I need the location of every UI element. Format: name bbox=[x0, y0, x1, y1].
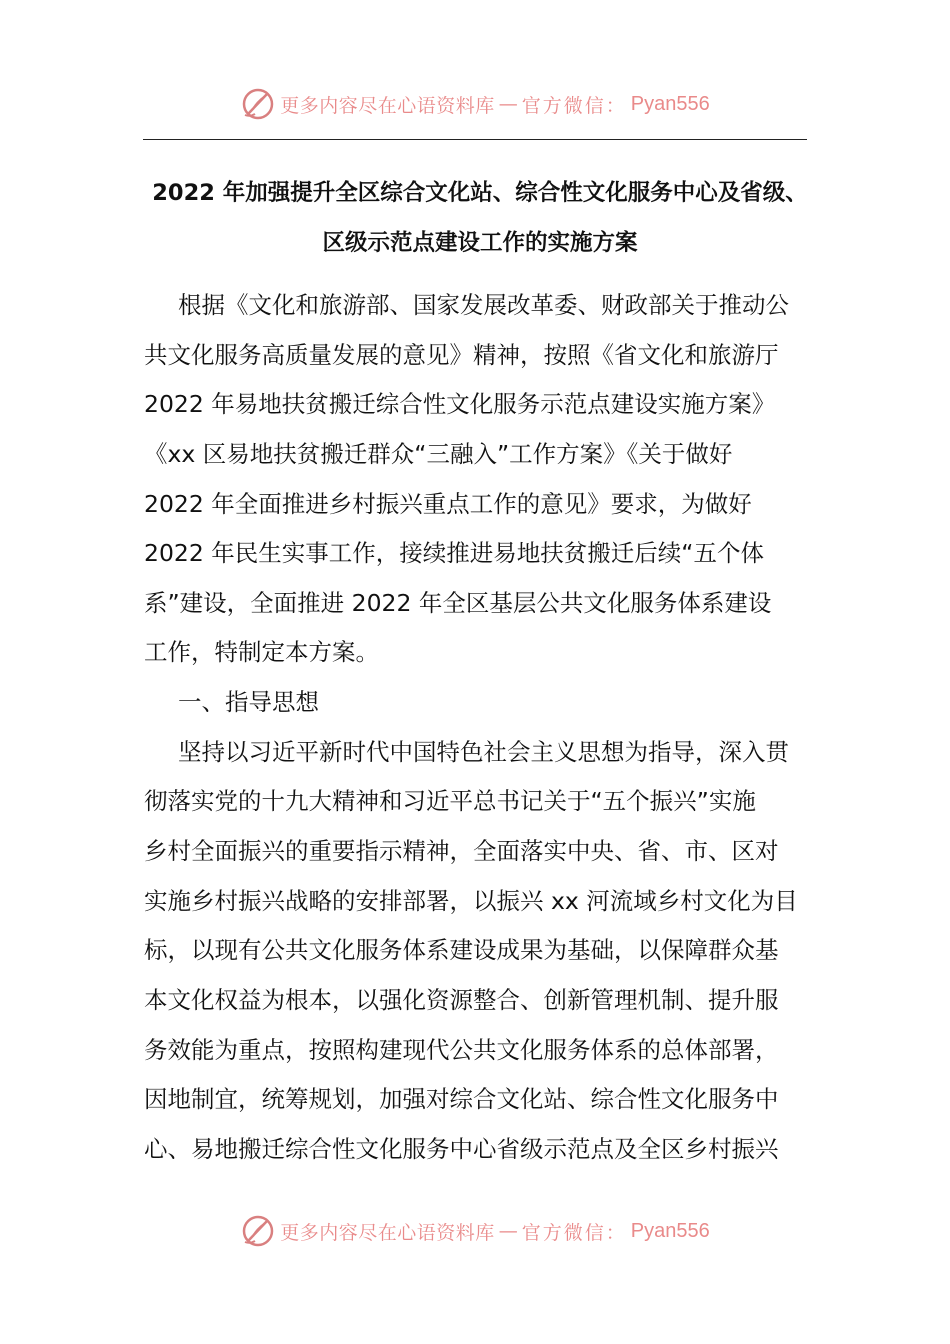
footer-dash: — bbox=[498, 1220, 518, 1242]
quill-logo-icon bbox=[240, 1213, 276, 1249]
paragraph-line: 实施乡村振兴战略的安排部署，以振兴 xx 河流域乡村文化为目 bbox=[144, 886, 798, 915]
paragraph-line: 《xx 区易地扶贫搬迁群众“三融入”工作方案》《关于做好 bbox=[144, 439, 733, 468]
paragraph-line: 因地制宜，统筹规划，加强对综合文化站、综合性文化服务中 bbox=[144, 1085, 779, 1114]
paragraph-line: 本文化权益为根本，以强化资源整合、创新管理机制、提升服 bbox=[144, 985, 779, 1014]
paragraph-line: 系”建设，全面推进 2022 年全区基层公共文化服务体系建设 bbox=[144, 588, 772, 617]
paragraph-line: 标，以现有公共文化服务体系建设成果为基础，以保障群众基 bbox=[144, 936, 779, 965]
header-wechat-id: Pyan556 bbox=[630, 92, 710, 115]
header-wechat-label: 官方微信： bbox=[521, 94, 627, 117]
paragraph-line: 根据《文化和旅游部、国家发展改革委、财政部关于推动公 bbox=[178, 291, 789, 319]
header-dash: — bbox=[498, 93, 518, 115]
paragraph-line: 彻落实党的十九大精神和习近平总书记关于“五个振兴”实施 bbox=[144, 787, 756, 816]
paragraph-line: 2022 年民生实事工作，接续推进易地扶贫搬迁后续“五个体 bbox=[144, 539, 764, 568]
header-slogan: 更多内容尽在心语资料库 bbox=[280, 94, 495, 117]
footer-slogan: 更多内容尽在心语资料库 bbox=[280, 1221, 495, 1244]
paragraph-line: 乡村全面振兴的重要指示精神，全面落实中央、省、市、区对 bbox=[144, 837, 779, 866]
paragraph-line: 坚持以习近平新时代中国特色社会主义思想为指导，深入贯 bbox=[178, 737, 789, 766]
footer-wechat-id: Pyan556 bbox=[630, 1219, 710, 1242]
footer-wechat-label: 官方微信： bbox=[521, 1221, 627, 1244]
section-heading: 一、指导思想 bbox=[178, 688, 319, 717]
paragraph-line: 工作，特制定本方案。 bbox=[144, 638, 379, 667]
quill-logo-icon bbox=[240, 86, 276, 122]
paragraph-line: 2022 年易地扶贫搬迁综合性文化服务示范点建设实施方案》 bbox=[144, 390, 776, 419]
title-line: 2022 年加强提升全区综合文化站、综合性文化服务中心及省级、 bbox=[152, 180, 808, 206]
header-banner bbox=[0, 82, 950, 126]
header-divider bbox=[143, 139, 807, 140]
paragraph-line: 务效能为重点，按照构建现代公共文化服务体系的总体部署， bbox=[144, 1035, 779, 1064]
document-title bbox=[140, 168, 820, 268]
paragraph-line: 心、易地搬迁综合性文化服务中心省级示范点及全区乡村振兴 bbox=[144, 1134, 779, 1163]
paragraph-line: 2022 年全面推进乡村振兴重点工作的意见》要求，为做好 bbox=[144, 489, 752, 518]
title-line: 区级示范点建设工作的实施方案 bbox=[322, 230, 638, 256]
document-body bbox=[144, 281, 814, 1175]
footer-banner bbox=[0, 1209, 950, 1253]
paragraph-line: 共文化服务高质量发展的意见》精神，按照《省文化和旅游厅 bbox=[144, 340, 779, 369]
